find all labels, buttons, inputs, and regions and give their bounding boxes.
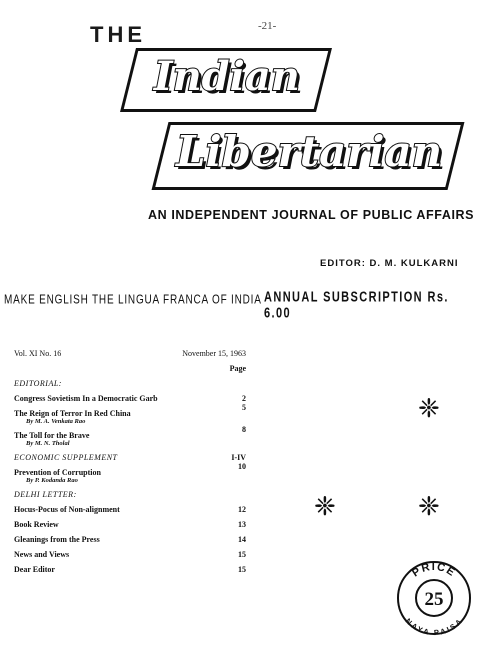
toc-article-title: Hocus-Pocus of Non-alignment <box>14 505 120 514</box>
ornament-icon: ❈ <box>418 492 440 521</box>
toc-page-header-row <box>14 358 246 373</box>
toc-page-number: 5 <box>242 403 246 412</box>
toc-entry <box>14 373 246 388</box>
toc-entry-text <box>14 468 101 484</box>
toc-entry-text <box>14 431 89 447</box>
handwritten-mark: -21- <box>258 20 277 32</box>
toc-entry-text <box>14 394 158 403</box>
masthead-line-2: Libertarian <box>176 127 443 176</box>
toc-section-heading: DELHI LETTER: <box>14 490 77 499</box>
toc-entry-text <box>14 409 131 425</box>
page-column-header: Page <box>229 364 246 373</box>
subscription-price: ANNUAL SUBSCRIPTION Rs. 6.00 <box>264 290 449 322</box>
toc-page-number: 12 <box>238 505 246 514</box>
price-badge <box>396 560 472 636</box>
price-value: 25 <box>424 589 444 610</box>
toc-author: By M. A. Venkata Rao <box>26 418 86 425</box>
toc-author: By M. N. Tholal <box>26 440 70 447</box>
toc-entry-text <box>14 550 69 559</box>
toc-page-number: 15 <box>238 565 246 574</box>
toc-entry-text <box>14 565 55 574</box>
toc-article-title: Dear Editor <box>14 565 55 574</box>
editor-line: EDITOR: D. M. KULKARNI <box>320 258 459 269</box>
toc-page-number: 13 <box>238 520 246 529</box>
toc-page-number: 10 <box>238 462 246 471</box>
toc-entry <box>14 529 246 544</box>
toc-entry-text <box>14 520 59 529</box>
toc-article-title: News and Views <box>14 550 70 559</box>
slogan: MAKE ENGLISH THE LINGUA FRANCA OF INDIA <box>4 293 262 308</box>
toc-entry-text <box>14 535 100 544</box>
masthead-line-1: Indian <box>153 53 300 100</box>
toc-page-number: 14 <box>238 535 246 544</box>
price-label-top: PRICE <box>410 560 458 580</box>
toc-entry <box>14 559 246 574</box>
toc-entry-text <box>14 490 77 499</box>
toc-entry <box>14 514 246 529</box>
toc-article-title: The Toll for the Brave <box>14 431 90 440</box>
toc-entry <box>14 388 246 403</box>
toc-list <box>14 373 246 574</box>
toc-entry <box>14 447 246 462</box>
toc-page-number: 15 <box>238 550 246 559</box>
toc-entry <box>14 425 246 447</box>
toc-entry-text <box>14 453 118 462</box>
toc-article-title: Gleanings from the Press <box>14 535 100 544</box>
ornament-icon: ❈ <box>418 394 440 423</box>
table-of-contents <box>14 343 246 574</box>
toc-entry <box>14 499 246 514</box>
journal-subtitle: AN INDEPENDENT JOURNAL OF PUBLIC AFFAIRS <box>148 208 475 222</box>
toc-entry <box>14 403 246 425</box>
masthead-banner-libertarian <box>152 122 465 190</box>
issue-date: November 15, 1963 <box>182 349 246 358</box>
toc-author: By P. Kodanda Rao <box>26 477 78 484</box>
toc-article-title: Congress Sovietism In a Democratic Garb <box>14 394 158 403</box>
toc-article-title: Prevention of Corruption <box>14 468 101 477</box>
toc-page-number: 2 <box>242 394 246 403</box>
toc-entry <box>14 544 246 559</box>
toc-section-heading: EDITORIAL: <box>14 379 62 388</box>
toc-section-heading: ECONOMIC SUPPLEMENT <box>14 453 118 462</box>
toc-entry-text <box>14 505 120 514</box>
masthead-banner-indian <box>120 48 332 112</box>
toc-article-title: The Reign of Terror In Red China <box>14 409 131 418</box>
ornament-icon: ❈ <box>314 492 336 521</box>
toc-entry <box>14 484 246 499</box>
toc-page-number: 8 <box>242 425 246 434</box>
volume-number: Vol. XI No. 16 <box>14 349 62 358</box>
masthead-the: THE <box>90 22 146 47</box>
toc-entry-text <box>14 379 62 388</box>
price-label-bottom: NAYA PAISA <box>403 616 465 636</box>
toc-entry <box>14 462 246 484</box>
toc-page-number: I-IV <box>231 453 246 462</box>
toc-article-title: Book Review <box>14 520 59 529</box>
toc-header-row <box>14 343 246 358</box>
